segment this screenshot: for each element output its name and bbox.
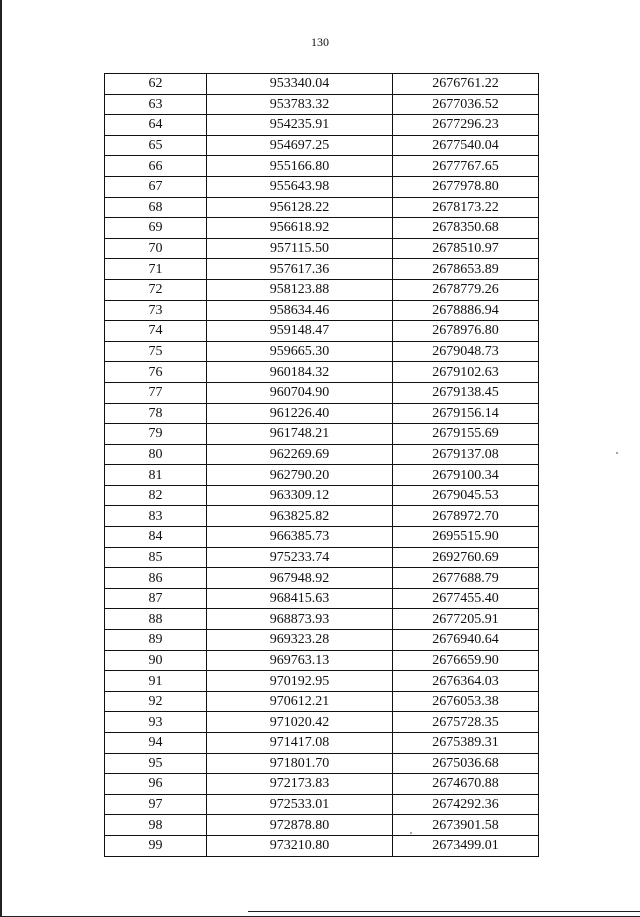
point-number-cell: 62	[105, 74, 207, 95]
table-row	[105, 630, 539, 651]
table-row	[105, 135, 539, 156]
point-number-cell: 88	[105, 609, 207, 630]
x-coordinate-cell: 959665.30	[207, 341, 393, 362]
table-row	[105, 527, 539, 548]
x-coordinate-cell: 969763.13	[207, 650, 393, 671]
point-number-cell: 68	[105, 197, 207, 218]
x-coordinate-cell: 954235.91	[207, 115, 393, 136]
point-number-cell: 98	[105, 815, 207, 836]
x-coordinate-cell: 970192.95	[207, 671, 393, 692]
x-coordinate-cell: 962790.20	[207, 465, 393, 486]
x-coordinate-cell: 955643.98	[207, 176, 393, 197]
x-coordinate-cell: 971801.70	[207, 753, 393, 774]
point-number-cell: 96	[105, 774, 207, 795]
table-row	[105, 650, 539, 671]
x-coordinate-cell: 961226.40	[207, 403, 393, 424]
point-number-cell: 71	[105, 259, 207, 280]
x-coordinate-cell: 953340.04	[207, 74, 393, 95]
point-number-cell: 79	[105, 424, 207, 445]
point-number-cell: 95	[105, 753, 207, 774]
table-row	[105, 712, 539, 733]
x-coordinate-cell: 956128.22	[207, 197, 393, 218]
point-number-cell: 65	[105, 135, 207, 156]
y-coordinate-cell: 2676940.64	[393, 630, 539, 651]
table-row	[105, 506, 539, 527]
x-coordinate-cell: 957617.36	[207, 259, 393, 280]
point-number-cell: 75	[105, 341, 207, 362]
y-coordinate-cell: 2677688.79	[393, 568, 539, 589]
point-number-cell: 92	[105, 691, 207, 712]
y-coordinate-cell: 2677455.40	[393, 588, 539, 609]
coordinates-table	[104, 73, 539, 857]
x-coordinate-cell: 963825.82	[207, 506, 393, 527]
y-coordinate-cell: 2675728.35	[393, 712, 539, 733]
y-coordinate-cell: 2679156.14	[393, 403, 539, 424]
point-number-cell: 77	[105, 382, 207, 403]
y-coordinate-cell: 2675036.68	[393, 753, 539, 774]
table-row	[105, 300, 539, 321]
table-row	[105, 444, 539, 465]
y-coordinate-cell: 2679100.34	[393, 465, 539, 486]
x-coordinate-cell: 955166.80	[207, 156, 393, 177]
x-coordinate-cell: 954697.25	[207, 135, 393, 156]
y-coordinate-cell: 2676659.90	[393, 650, 539, 671]
point-number-cell: 86	[105, 568, 207, 589]
bottom-rule	[248, 911, 640, 912]
table-row	[105, 218, 539, 239]
table-row	[105, 588, 539, 609]
x-coordinate-cell: 957115.50	[207, 238, 393, 259]
y-coordinate-cell: 2678886.94	[393, 300, 539, 321]
point-number-cell: 90	[105, 650, 207, 671]
table-row	[105, 362, 539, 383]
point-number-cell: 85	[105, 547, 207, 568]
y-coordinate-cell: 2677978.80	[393, 176, 539, 197]
point-number-cell: 74	[105, 321, 207, 342]
point-number-cell: 94	[105, 733, 207, 754]
point-number-cell: 78	[105, 403, 207, 424]
x-coordinate-cell: 960184.32	[207, 362, 393, 383]
table-row	[105, 94, 539, 115]
x-coordinate-cell: 958123.88	[207, 279, 393, 300]
y-coordinate-cell: 2679045.53	[393, 485, 539, 506]
point-number-cell: 83	[105, 506, 207, 527]
table-row	[105, 485, 539, 506]
y-coordinate-cell: 2678976.80	[393, 321, 539, 342]
y-coordinate-cell: 2676364.03	[393, 671, 539, 692]
point-number-cell: 69	[105, 218, 207, 239]
point-number-cell: 84	[105, 527, 207, 548]
y-coordinate-cell: 2695515.90	[393, 527, 539, 548]
point-number-cell: 97	[105, 794, 207, 815]
y-coordinate-cell: 2675389.31	[393, 733, 539, 754]
point-number-cell: 89	[105, 630, 207, 651]
x-coordinate-cell: 960704.90	[207, 382, 393, 403]
point-number-cell: 76	[105, 362, 207, 383]
table-row	[105, 774, 539, 795]
scan-speck	[410, 832, 412, 834]
point-number-cell: 82	[105, 485, 207, 506]
table-row	[105, 691, 539, 712]
table-row	[105, 321, 539, 342]
x-coordinate-cell: 963309.12	[207, 485, 393, 506]
y-coordinate-cell: 2678510.97	[393, 238, 539, 259]
point-number-cell: 99	[105, 835, 207, 856]
x-coordinate-cell: 962269.69	[207, 444, 393, 465]
x-coordinate-cell: 971020.42	[207, 712, 393, 733]
table-row	[105, 341, 539, 362]
x-coordinate-cell: 967948.92	[207, 568, 393, 589]
x-coordinate-cell: 966385.73	[207, 527, 393, 548]
x-coordinate-cell: 956618.92	[207, 218, 393, 239]
x-coordinate-cell: 972533.01	[207, 794, 393, 815]
table-row	[105, 835, 539, 856]
point-number-cell: 73	[105, 300, 207, 321]
table-row	[105, 753, 539, 774]
table-row	[105, 279, 539, 300]
y-coordinate-cell: 2679102.63	[393, 362, 539, 383]
table-row	[105, 671, 539, 692]
table-row	[105, 609, 539, 630]
y-coordinate-cell: 2674670.88	[393, 774, 539, 795]
y-coordinate-cell: 2676053.38	[393, 691, 539, 712]
table-row	[105, 156, 539, 177]
x-coordinate-cell: 969323.28	[207, 630, 393, 651]
point-number-cell: 80	[105, 444, 207, 465]
table-row	[105, 259, 539, 280]
scan-speck	[616, 452, 618, 454]
table-row	[105, 733, 539, 754]
y-coordinate-cell: 2677767.65	[393, 156, 539, 177]
table-row	[105, 115, 539, 136]
y-coordinate-cell: 2678779.26	[393, 279, 539, 300]
y-coordinate-cell: 2678350.68	[393, 218, 539, 239]
y-coordinate-cell: 2674292.36	[393, 794, 539, 815]
table-row	[105, 74, 539, 95]
point-number-cell: 70	[105, 238, 207, 259]
y-coordinate-cell: 2673499.01	[393, 835, 539, 856]
point-number-cell: 72	[105, 279, 207, 300]
point-number-cell: 81	[105, 465, 207, 486]
x-coordinate-cell: 968873.93	[207, 609, 393, 630]
x-coordinate-cell: 973210.80	[207, 835, 393, 856]
y-coordinate-cell: 2692760.69	[393, 547, 539, 568]
y-coordinate-cell: 2677036.52	[393, 94, 539, 115]
x-coordinate-cell: 971417.08	[207, 733, 393, 754]
y-coordinate-cell: 2678173.22	[393, 197, 539, 218]
table-row	[105, 465, 539, 486]
x-coordinate-cell: 953783.32	[207, 94, 393, 115]
y-coordinate-cell: 2678653.89	[393, 259, 539, 280]
y-coordinate-cell: 2676761.22	[393, 74, 539, 95]
point-number-cell: 91	[105, 671, 207, 692]
table-row	[105, 238, 539, 259]
table-row	[105, 382, 539, 403]
table-row	[105, 424, 539, 445]
y-coordinate-cell: 2679137.08	[393, 444, 539, 465]
point-number-cell: 87	[105, 588, 207, 609]
table-row	[105, 197, 539, 218]
point-number-cell: 93	[105, 712, 207, 733]
y-coordinate-cell: 2679048.73	[393, 341, 539, 362]
x-coordinate-cell: 961748.21	[207, 424, 393, 445]
y-coordinate-cell: 2677296.23	[393, 115, 539, 136]
x-coordinate-cell: 975233.74	[207, 547, 393, 568]
table-row	[105, 815, 539, 836]
table-row	[105, 176, 539, 197]
x-coordinate-cell: 972173.83	[207, 774, 393, 795]
x-coordinate-cell: 958634.46	[207, 300, 393, 321]
table-row	[105, 403, 539, 424]
y-coordinate-cell: 2678972.70	[393, 506, 539, 527]
table-row	[105, 568, 539, 589]
coordinates-table-body	[105, 74, 539, 857]
table-row	[105, 794, 539, 815]
table-row	[105, 547, 539, 568]
y-coordinate-cell: 2673901.58	[393, 815, 539, 836]
x-coordinate-cell: 959148.47	[207, 321, 393, 342]
point-number-cell: 63	[105, 94, 207, 115]
point-number-cell: 66	[105, 156, 207, 177]
y-coordinate-cell: 2679138.45	[393, 382, 539, 403]
point-number-cell: 64	[105, 115, 207, 136]
x-coordinate-cell: 970612.21	[207, 691, 393, 712]
x-coordinate-cell: 968415.63	[207, 588, 393, 609]
y-coordinate-cell: 2677540.04	[393, 135, 539, 156]
page-number: 130	[311, 35, 329, 49]
y-coordinate-cell: 2677205.91	[393, 609, 539, 630]
x-coordinate-cell: 972878.80	[207, 815, 393, 836]
point-number-cell: 67	[105, 176, 207, 197]
y-coordinate-cell: 2679155.69	[393, 424, 539, 445]
